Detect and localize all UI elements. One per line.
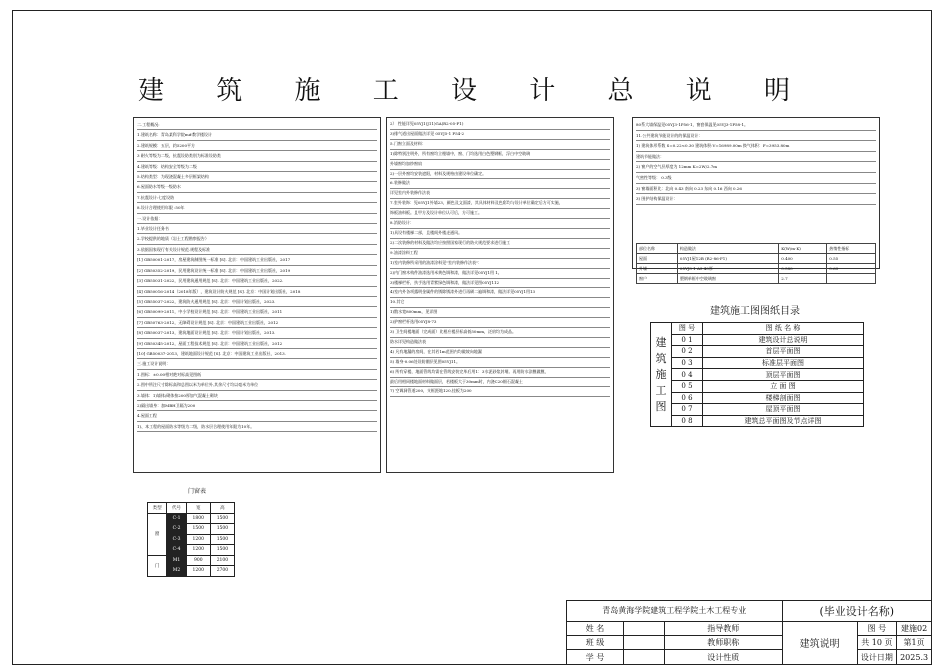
note-line: 80系大墙保温见05YJ3-1P56-1，窗套保温见05YJ3-1P58-1。 (636, 120, 876, 131)
drawing-no-cell: 0 1 (672, 334, 703, 346)
energy-header-cell: K(W/m·K) (779, 244, 827, 254)
energy-header-cell: 构造做法 (677, 244, 778, 254)
note-line: 一.设计依据： (137, 214, 377, 224)
note-line: 1.毕业设计任务书 (137, 224, 377, 234)
energy-row (637, 274, 876, 284)
name-label: 姓 名 (567, 621, 624, 635)
note-line: [2] GB50352-2019，民用建筑设计统一标准 [S]. 北京：中国建筑工业出版社，2019 (137, 266, 377, 276)
note-line: 2.建筑规模：五层，约5200平方 (137, 141, 377, 151)
drawing-name: 建筑说明 (782, 621, 857, 664)
note-line: [9] GB50345-2012，屋面工程技术规范 [S]. 北京：中国建筑工业出版社，2012 (137, 339, 377, 349)
drawing-no-cell: 0 7 (672, 404, 703, 416)
note-line: 2)内门窗木构件油漆选用米黄色调和漆，做法详见05YJ1用 1。 (390, 269, 610, 279)
note-line: 9.油漆涂料工程 (390, 249, 610, 259)
drawing-name-cell: 楼梯剖面图 (703, 392, 864, 404)
note-line: 最后用相同楼地面材料做面层，若楼板大于30mm时，内浇C20细石混凝土 (390, 378, 610, 388)
note-line: 4) 凡有地漏的房间，在其若1m范围内均做坡向地漏 (390, 348, 610, 358)
energy-cell: 0.400 (779, 254, 827, 264)
door-cell: 900 (186, 555, 210, 566)
note-line: 3) 卫生间楼地面（完成面）比相应楼层标高低50mm，泛肩均为成品。 (390, 328, 610, 338)
note-line: 2)隔出墙身：加MBH卫隔为200 (137, 401, 377, 411)
note-line: [4] GB50016-2014（2018年版），建筑设计防火规范 [S]. 北京：中国计划出版社，2018 (137, 287, 377, 297)
page-number: 第1页 (897, 636, 932, 650)
drawing-list-header (651, 323, 864, 335)
energy-header-cell: 热惰性指标 (827, 244, 876, 254)
note-line: 1)、本工程的屋面防水等级为二级，防水层合理使用年限为10年。 (137, 422, 377, 432)
drawing-no-cell: 0 2 (672, 346, 703, 358)
door-type-cell: 窗 (148, 513, 167, 555)
side-char: 施 (655, 367, 667, 381)
drawing-no-cell: 0 8 (672, 415, 703, 427)
door-header-cell: 类型 (148, 503, 167, 514)
note-line: 1)散水宽800mm，见详图 (390, 308, 610, 318)
note-line: 3)排气道出屋面做法详见 05YJ5-1 P54-2 (390, 130, 610, 140)
energy-row (637, 254, 876, 264)
side-char: 建 (655, 335, 667, 349)
door-cell: 1200 (186, 566, 210, 577)
side-char: 图 (655, 399, 667, 413)
drawing-list-row (651, 415, 864, 427)
door-row (148, 555, 235, 566)
note-line: 10.其它 (390, 298, 610, 308)
door-cell: C-1 (167, 513, 186, 524)
date-label: 设计日期 (857, 650, 897, 665)
note-line: [8] GB50037-2013，建筑地面设计规范 [S]. 北京：中国计划出版社，2013. (137, 328, 377, 338)
drawing-no: 建施02 (897, 621, 932, 635)
drawing-list-row (651, 404, 864, 416)
door-cell: 1500 (210, 545, 234, 556)
note-line: 2.学校提供的地质（岩土工程勘察报告） (137, 234, 377, 244)
door-table-header (148, 503, 235, 514)
note-line: [3] GB55031-2022，民用建筑通用规范 [S]. 北京：中国建筑工业出版社，2022. (137, 276, 377, 286)
drawing-name-cell: 标准层平面图 (703, 357, 864, 369)
id-label: 学 号 (567, 650, 624, 665)
energy-cell (827, 274, 876, 284)
door-header-cell: 高 (210, 503, 234, 514)
drawing-list-side-label (651, 323, 672, 427)
drawing-name-cell: 首层平面图 (703, 346, 864, 358)
drawing-name-cell: 屋顶平面图 (703, 404, 864, 416)
door-cell: C-3 (167, 534, 186, 545)
note-line: [5] GB55037-2022，建筑防火通用规范 [S]. 北京：中国计划出版社，2023. (137, 297, 377, 307)
door-cell: 1800 (186, 513, 210, 524)
energy-cell: 05YJ1屋12B (R2-86-F1) (677, 254, 778, 264)
note-line: 3) 围护结构保温设计： (636, 194, 876, 205)
door-header-cell: 代号 (167, 503, 186, 514)
note-line: 气密性等级： 0.3级 (636, 173, 876, 184)
drawing-list-row (651, 392, 864, 404)
id-value (624, 650, 665, 665)
energy-header-cell: 部位名称 (637, 244, 678, 254)
energy-cell: 屋面 (637, 254, 678, 264)
drawing-list-table (650, 322, 864, 427)
door-cell: 1500 (210, 524, 234, 535)
energy-table (636, 243, 876, 284)
drawing-name-cell: 顶层平面图 (703, 369, 864, 381)
drawing-name-header: 图 纸 名 称 (703, 323, 864, 335)
note-line: 1)除特别注明外，所有窗均立樘墙中，窗、门均选用白色塑钢框，浮白中空玻璃 (390, 150, 610, 160)
drawing-no-label: 图 号 (857, 621, 897, 635)
note-line: 3)楼梯栏杆，扶手选用青紫绿色调和漆，做法详见图05YJ112 (390, 279, 610, 289)
door-cell: 1500 (186, 524, 210, 535)
advisor-title-label: 教师职称 (665, 636, 783, 650)
notes-column-1 (133, 117, 381, 473)
note-line: 2)护窗栏杆选用05YJ8-73 (390, 318, 610, 328)
door-cell: C-2 (167, 524, 186, 535)
door-cell: 1200 (186, 545, 210, 556)
note-line: 2） 性能详见05YJ1(J11)GA(R2-05-F1) (390, 120, 610, 130)
note-line: 3) 窗墙面积比：北向 0.43 南向 0.23 东向 0.16 西向 0.26 (636, 184, 876, 195)
class-value (624, 636, 665, 650)
note-line: 3.墙体：1)墙体/砌体按200厚加气混凝土砌块 (137, 391, 377, 401)
note-line: [1] GB50001-2017，房屋建筑制图统一标准 [S]. 北京：中国建筑工业出版社，2017 (137, 255, 377, 265)
door-cell: 2100 (210, 555, 234, 566)
project-name: (毕业设计名称) (782, 601, 931, 622)
note-line: 1.图标：±0.00相对绝对标高见图纸 (137, 370, 377, 380)
note-line: [10] GB50037-2013，建筑地面设计规范 [S]. 北京：中国建筑工业出版社，2013. (137, 349, 377, 359)
note-line: 6.屋面防水等级一级防水 (137, 182, 377, 192)
note-line: 3 耐火等级为二级，抗震设防类别为标准设防类 (137, 151, 377, 161)
door-cell: M1 (167, 555, 186, 566)
door-cell: 1500 (210, 534, 234, 545)
advisor-label: 指导教师 (665, 621, 783, 635)
design-date: 2025.3 (897, 650, 932, 665)
name-value (624, 621, 665, 635)
energy-cell: 外墙 (637, 264, 678, 274)
drawing-list-title: 建筑施工图图纸目录 (710, 306, 800, 317)
energy-cell: 塑钢单框中空玻璃窗 (677, 274, 778, 284)
side-char: 工 (655, 383, 667, 397)
energy-cell: 窗户 (637, 274, 678, 284)
note-line: 1)室内装修所采用的油漆涂料见"室内装修作法表"： (390, 259, 610, 269)
note-line: 2)一层外窗均安装遮阳，材料及规格由建设单位确定。 (390, 170, 610, 180)
note-line: 7.室外装饰：见05YJ1外墙23，颜色及文面漆，其具体材料及色彩均与设计单位确定后方可实施， (390, 199, 610, 209)
drawing-list-row (651, 369, 864, 381)
drawing-no-cell: 0 5 (672, 380, 703, 392)
title-block (566, 600, 932, 665)
note-line: 5) 墙身-0.06处设防潮层见图05YJ11。 (390, 358, 610, 368)
note-line: 1.建筑名称：青岛某科学院m#教学楼设计 (137, 130, 377, 140)
side-char: 筑 (655, 351, 667, 365)
class-label: 班 级 (567, 636, 624, 650)
note-line: 二.工程概况: (137, 120, 377, 130)
school-name: 青岛黄海学院建筑工程学院土木工程专业 (567, 601, 783, 622)
door-cell: C-4 (167, 545, 186, 556)
energy-cell: 05YJ3-1 A3 40厚 (677, 264, 778, 274)
door-window-table (147, 502, 235, 577)
door-cell: 1500 (210, 513, 234, 524)
note-line: 6.装修做法 (390, 179, 610, 189)
note-line: 1)具设有楼梯二部，且楼间外楼走通风。 (390, 229, 610, 239)
door-cell: 1200 (186, 534, 210, 545)
energy-cell: 0.580 (779, 264, 827, 274)
note-line: 2.图中所注尺寸除标高和总图以米为单位外,其余尺寸均以毫米为单位 (137, 380, 377, 390)
note-line: 4.屋面工程 (137, 411, 377, 421)
door-row (148, 513, 235, 524)
note-line: 11.公共建筑节能设计的的保温设计： (636, 131, 876, 142)
door-cell: M2 (167, 566, 186, 577)
energy-cell: 0.55 (827, 254, 876, 264)
note-line: 8.设计合理使用年限 :50年 (137, 203, 377, 213)
note-line: 详见室内外装修作法表 (390, 189, 610, 199)
note-line: 8.消防设计： (390, 219, 610, 229)
door-cell: 2700 (210, 566, 234, 577)
note-line: 1) 建筑体形系数 S=0.22<0.30 建筑体积:V=16989.00m 换气体积：F=3953.80m (636, 141, 876, 152)
note-line: 7) 空调洞管道200，支框距地120,挂板为200 (390, 387, 610, 397)
note-line: 三.施工设计说明： (137, 359, 377, 369)
drawing-list-row (651, 334, 864, 346)
drawing-list-row (651, 357, 864, 369)
note-line: [7] GB50763-2012，无障碍设计规范 [S]. 北京：中国建筑工业出版社，2012 (137, 318, 377, 328)
drawing-name-cell: 建筑设计总说明 (703, 334, 864, 346)
note-line: 2) 窗户的空气层厚度为 12mm K=2W/2.7m (636, 162, 876, 173)
door-table-title: 门窗表 (188, 488, 207, 495)
note-line: 3.依据国家现行有关设计规范.规程及标准 (137, 245, 377, 255)
note-line: 4)室内外各项露明金属件的锈除锈漆外进行再刷二遍调和漆，做法详见05YJ1用13 (390, 288, 610, 298)
drawing-list-row (651, 346, 864, 358)
drawing-no-header: 图 号 (672, 323, 703, 335)
note-line: 5.结构类型：为现浇混凝土多层框架结构 (137, 172, 377, 182)
energy-table-header (637, 244, 876, 254)
note-line: 防水详见构造做法表 (390, 338, 610, 348)
door-header-cell: 宽 (186, 503, 210, 514)
note-line: 4.建筑等级：结构安全等级为二级 (137, 162, 377, 172)
note-line: 6) 所有穿楼，地面管线均需在管线安装完毕后用1：3水泥砂浆封堵。再用防水涂膜做膜， (390, 368, 610, 378)
note-line: 建筑节能做法： (636, 152, 876, 163)
page-title: 建 筑 施 工 设 计 总 说 明 (137, 76, 813, 106)
energy-row (637, 264, 876, 274)
note-line: 5.门窗立面及材料： (390, 140, 610, 150)
drawing-name-cell: 建筑总平面图及节点详图 (703, 415, 864, 427)
note-line: [6] GB50099-2011，中小学校设计规范 [S]. 北京：中国建筑工业出版社，2011 (137, 307, 377, 317)
drawing-list-row (651, 380, 864, 392)
notes-column-2 (386, 117, 614, 473)
nature-label: 设计性质 (665, 650, 783, 665)
total-pages: 共 10 页 (857, 636, 897, 650)
door-type-cell: 门 (148, 555, 167, 576)
drawing-no-cell: 0 3 (672, 357, 703, 369)
drawing-no-cell: 0 4 (672, 369, 703, 381)
energy-cell: 0.63 (827, 264, 876, 274)
note-line: 外墙窗均加纱窗扇 (390, 160, 610, 170)
drawing-no-cell: 0 6 (672, 392, 703, 404)
energy-cell: 2.7 (779, 274, 827, 284)
note-line: 2)二次装修的材料及做法均应按照国家现行的防火规范要求进行施工 (390, 239, 610, 249)
drawing-name-cell: 立 面 图 (703, 380, 864, 392)
note-line: 7.抗震设计:七度设防 (137, 193, 377, 203)
note-line: 饰板油料板。且甲方及设计单位认可后，方可施工。 (390, 209, 610, 219)
